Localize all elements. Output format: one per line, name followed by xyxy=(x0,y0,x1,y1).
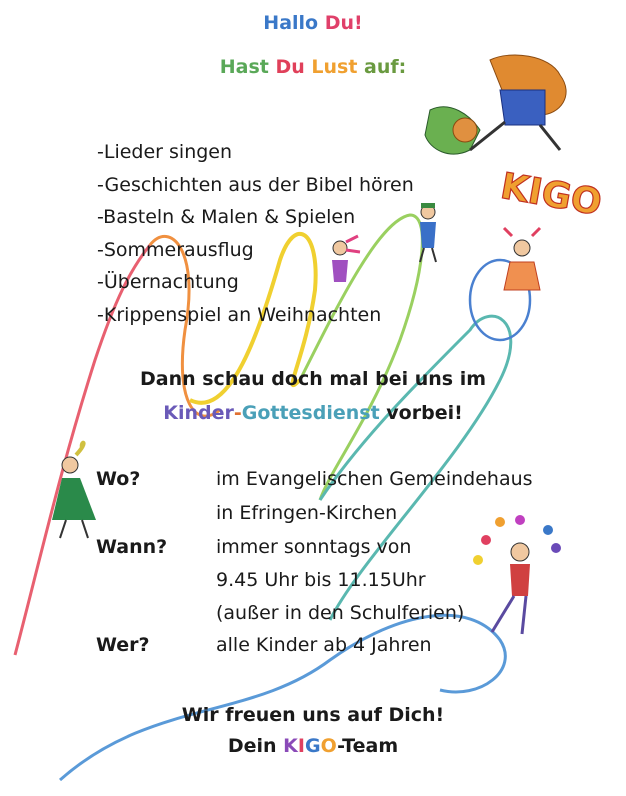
text-segment: auf: xyxy=(364,56,407,78)
invite-line-1: Dann schau doch mal bei uns im xyxy=(139,368,487,390)
child-figure-blue xyxy=(420,203,436,262)
text-segment: Hast xyxy=(219,56,276,78)
list-item: -Krippenspiel an Weihnachten xyxy=(97,303,382,326)
label-who: Wer? xyxy=(96,634,150,656)
text-segment: Lust xyxy=(311,56,365,78)
activity-list xyxy=(97,136,414,331)
text-segment: Du xyxy=(275,56,312,78)
text-segment: Dein xyxy=(227,735,284,757)
child-figure-juggler xyxy=(473,515,561,634)
greeting-line-2 xyxy=(0,56,626,78)
text-segment: I xyxy=(297,735,305,757)
text-segment: Gottesdienst xyxy=(241,402,380,424)
value-when-2: 9.45 Uhr bis 11.15Uhr xyxy=(216,569,426,591)
list-item: -Geschichten aus der Bibel hören xyxy=(97,173,414,196)
list-item: -Lieder singen xyxy=(97,141,233,163)
text-segment: G xyxy=(304,735,321,757)
closing-line-2 xyxy=(0,735,626,757)
text-segment: Hallo xyxy=(263,12,325,34)
kigo-logo-text: KIGO xyxy=(500,165,605,224)
invite-line-2 xyxy=(0,402,626,424)
label-when: Wann? xyxy=(96,536,168,558)
greeting-line-1 xyxy=(0,12,626,34)
list-item: -Sommerausflug xyxy=(97,238,254,261)
list-item: -Basteln & Malen & Spielen xyxy=(97,206,356,228)
label-where: Wo? xyxy=(96,468,141,490)
closing-line-1: Wir freuen uns auf Dich! xyxy=(181,704,445,726)
value-where-1: im Evangelischen Gemeindehaus xyxy=(216,468,533,490)
text-segment: O xyxy=(320,735,338,757)
text-segment: K xyxy=(283,735,298,757)
list-item: -Übernachtung xyxy=(97,271,239,293)
text-segment: vorbei! xyxy=(379,402,463,424)
value-when-3: (außer in den Schulferien) xyxy=(216,602,465,624)
text-segment: Kinder xyxy=(163,402,234,424)
value-where-2: in Efringen-Kirchen xyxy=(216,502,398,524)
value-who-1: alle Kinder ab 4 Jahren xyxy=(216,634,432,656)
text-segment: -Team xyxy=(337,735,399,757)
text-segment: Du xyxy=(324,12,355,34)
kigo-logo xyxy=(500,158,620,238)
text-segment: - xyxy=(233,402,242,424)
value-when-1: immer sonntags von xyxy=(216,536,412,558)
text-segment: ! xyxy=(354,12,363,34)
